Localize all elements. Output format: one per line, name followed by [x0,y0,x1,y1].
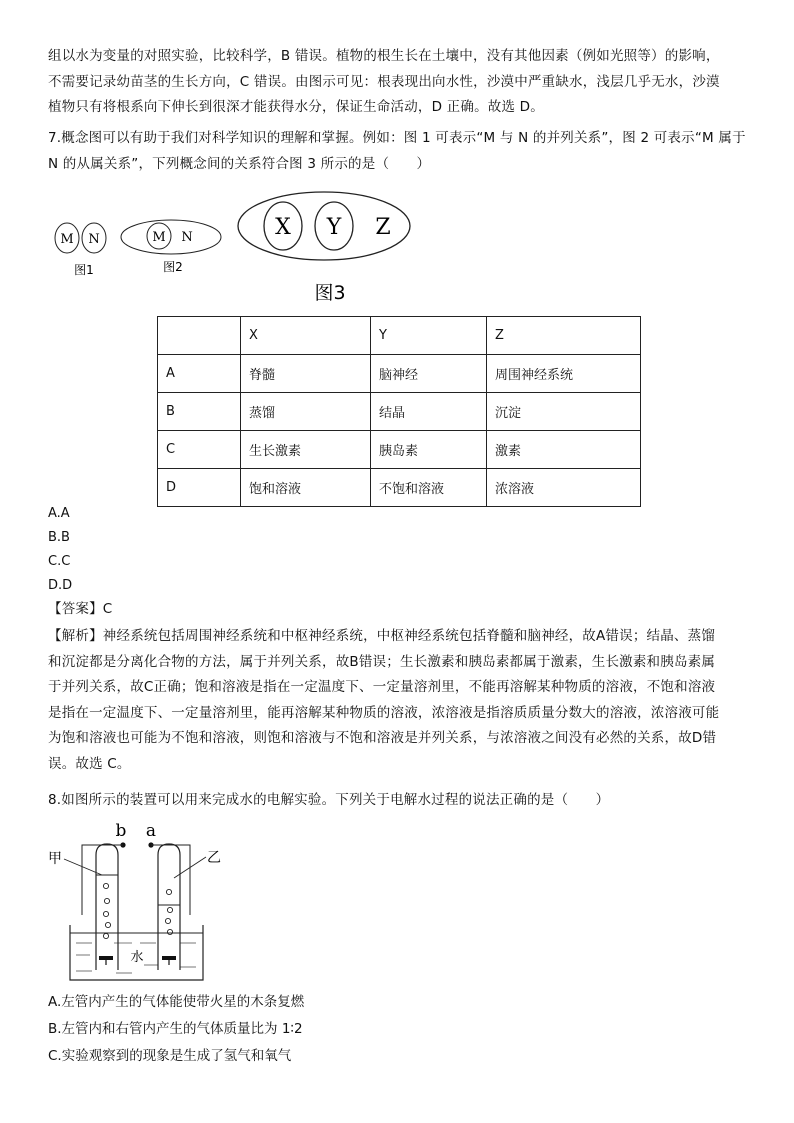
question-7-stem [48,126,748,177]
fig1-label-m: M [60,232,74,247]
table-row [158,393,641,431]
table-cell: 不饱和溶液 [371,469,487,507]
table-cell: 胰岛素 [371,431,487,469]
table-header-row [158,317,641,355]
label-yi: 乙 [207,850,221,866]
label-b: b [115,821,127,841]
option-c: C.C [48,554,71,569]
options-table [157,316,641,507]
text-line: 不需要记录幼苗茎的生长方向，C 错误。由图示可见：根表现出向水性，沙漠中严重缺水，浅层几乎无水，沙漠 [48,73,720,90]
text-line: 为饱和溶液也可能为不饱和溶液，则饱和溶液与不饱和溶液是并列关系，与浓溶液之间没有必然的关系，故D错 [48,730,717,746]
option-b: B.B [48,530,70,545]
table-cell: 周围神经系统 [487,355,641,393]
figure-1 [55,223,106,277]
table-cell: 生长激素 [241,431,371,469]
option-b: B.左管内和右管内产生的气体质量比为 1∶2 [48,1021,303,1037]
fig3-label-x: X [275,215,291,240]
table-cell: 激素 [487,431,641,469]
table-cell: Y [371,317,487,355]
right-bubbles [165,889,172,934]
text-line: 于并列关系，故C正确；饱和溶液是指在一定温度下、一定量溶剂里，不能再溶解某种物质的溶液，不饱和溶液 [48,679,716,695]
table-cell: 脑神经 [371,355,487,393]
table-cell: 浓溶液 [487,469,641,507]
option-c: C.实验观察到的现象是生成了氢气和氧气 [48,1048,292,1064]
right-electrode [162,956,176,960]
text-line: 7.概念图可以有助于我们对科学知识的理解和掌握。例如：图 1 可表示“M 与 N 的并列关系”，图 2 可表示“M 属于 [48,130,746,146]
table-cell: A [158,355,241,393]
table-cell [158,317,241,355]
analysis [48,624,748,777]
figure-3 [238,192,410,304]
left-electrode [99,956,113,960]
text-line: 【解析】神经系统包括周围神经系统和中枢神经系统，中枢神经系统包括脊髓和脑神经，故A错误；结晶、蒸馏 [48,628,716,644]
right-tube [158,844,180,970]
answer [48,597,748,623]
table-cell: D [158,469,241,507]
fig2-label-m: M [152,230,166,245]
label-water: 水 [130,950,144,965]
table-cell: 蒸馏 [241,393,371,431]
fig3-label-z: Z [375,215,391,240]
fig3-label-y: Y [326,215,342,240]
table-cell: 沉淀 [487,393,641,431]
text-line: 植物只有将根系向下伸长到很深才能获得水分，保证生命活动，D 正确。故选 D。 [48,99,544,115]
option-a: A.左管内产生的气体能使带火星的木条复燃 [48,994,305,1010]
text-line: 是指在一定温度下、一定量溶剂里，能再溶解某种物质的溶液，浓溶液是指溶质质量分数大的溶液，浓溶液可能 [48,704,720,721]
concept-figures [40,188,420,308]
fig2-caption: 图2 [163,260,183,274]
label-a: a [145,821,157,841]
text-line: 误。故选 C。 [48,755,131,772]
table-cell: 饱和溶液 [241,469,371,507]
table-row [158,355,641,393]
fig1-caption: 图1 [74,263,94,277]
left-bubbles [103,883,110,938]
label-jia: 甲 [48,851,62,867]
answer-text: 【答案】C [48,601,113,617]
text-line: 和沉淀都是分离化合物的方法，属于并列关系，故B错误；生长激素和胰岛素都属于激素，生长激素和胰岛素属 [48,653,716,670]
option-a: A.A [48,506,70,521]
electrolysis-apparatus [40,815,240,985]
left-tube [96,844,118,970]
table-cell: X [241,317,371,355]
table-row [158,469,641,507]
table-cell: 结晶 [371,393,487,431]
wire-right [151,845,190,915]
table-row [158,431,641,469]
figure-2 [121,220,221,274]
table-cell: Z [487,317,641,355]
question-8-stem [48,788,748,814]
fig1-label-n: N [88,232,100,247]
wire-left [82,845,123,915]
text-line: 组以水为变量的对照实验，比较科学，B 错误。植物的根生长在土壤中，没有其他因素（例如光照等）的影响， [48,48,720,64]
option-d: D.D [48,578,73,593]
text-line: N 的从属关系”，下列概念间的关系符合图 3 所示的是（ ） [48,155,431,172]
table-cell: C [158,431,241,469]
table-cell: B [158,393,241,431]
table-cell: 脊髓 [241,355,371,393]
fig3-caption: 图3 [314,282,346,304]
text-line: 8.如图所示的装置可以用来完成水的电解实验。下列关于电解水过程的说法正确的是（ ） [48,792,610,808]
fig2-label-n: N [181,230,193,245]
previous-explanation [48,44,748,121]
